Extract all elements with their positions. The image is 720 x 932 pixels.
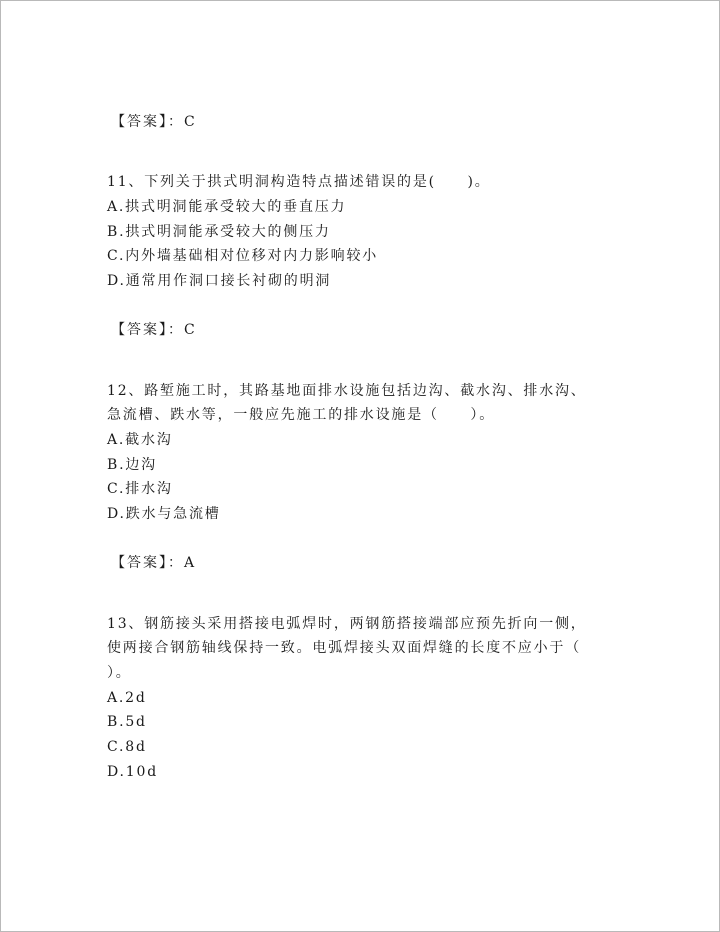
question-11-option-b: B.拱式明洞能承受较大的侧压力 <box>107 224 331 240</box>
question-12-option-d: D.跌水与急流槽 <box>107 506 221 522</box>
question-13-text-line-3: ）。 <box>107 665 132 681</box>
question-12-option-b: B.边沟 <box>107 457 157 473</box>
question-11-option-a: A.拱式明洞能承受较大的垂直压力 <box>107 199 347 215</box>
question-12-answer: 【答案】：A <box>111 555 197 571</box>
question-13-option-a: A.2d <box>107 690 147 706</box>
question-11-text: 11、下列关于拱式明洞构造特点描述错误的是( )。 <box>107 174 491 190</box>
question-11-option-c: C.内外墙基础相对位移对内力影响较小 <box>107 248 379 264</box>
question-11-answer: 【答案】：C <box>111 322 197 338</box>
question-13-option-c: C.8d <box>107 739 147 755</box>
question-13-text-line-2: 使两接合钢筋轴线保持一致。电弧焊接头双面焊缝的长度不应小于（ <box>107 640 581 656</box>
question-13-text-line-1: 13、钢筋接头采用搭接电弧焊时，两钢筋搭接端部应预先折向一侧， <box>107 616 587 632</box>
question-12-option-a: A.截水沟 <box>107 432 173 448</box>
question-12-text-line-1: 12、路堑施工时，其路基地面排水设施包括边沟、截水沟、排水沟、 <box>107 383 587 399</box>
question-12-text-line-2: 急流槽、跌水等，一般应先施工的排水设施是（ ）。 <box>107 407 495 423</box>
answer-line: 【答案】：C <box>111 114 197 130</box>
question-13-option-b: B.5d <box>107 714 147 730</box>
question-12-option-c: C.排水沟 <box>107 481 173 497</box>
question-13-option-d: D.10d <box>107 764 158 780</box>
question-11-option-d: D.通常用作洞口接长衬砌的明洞 <box>107 273 332 289</box>
